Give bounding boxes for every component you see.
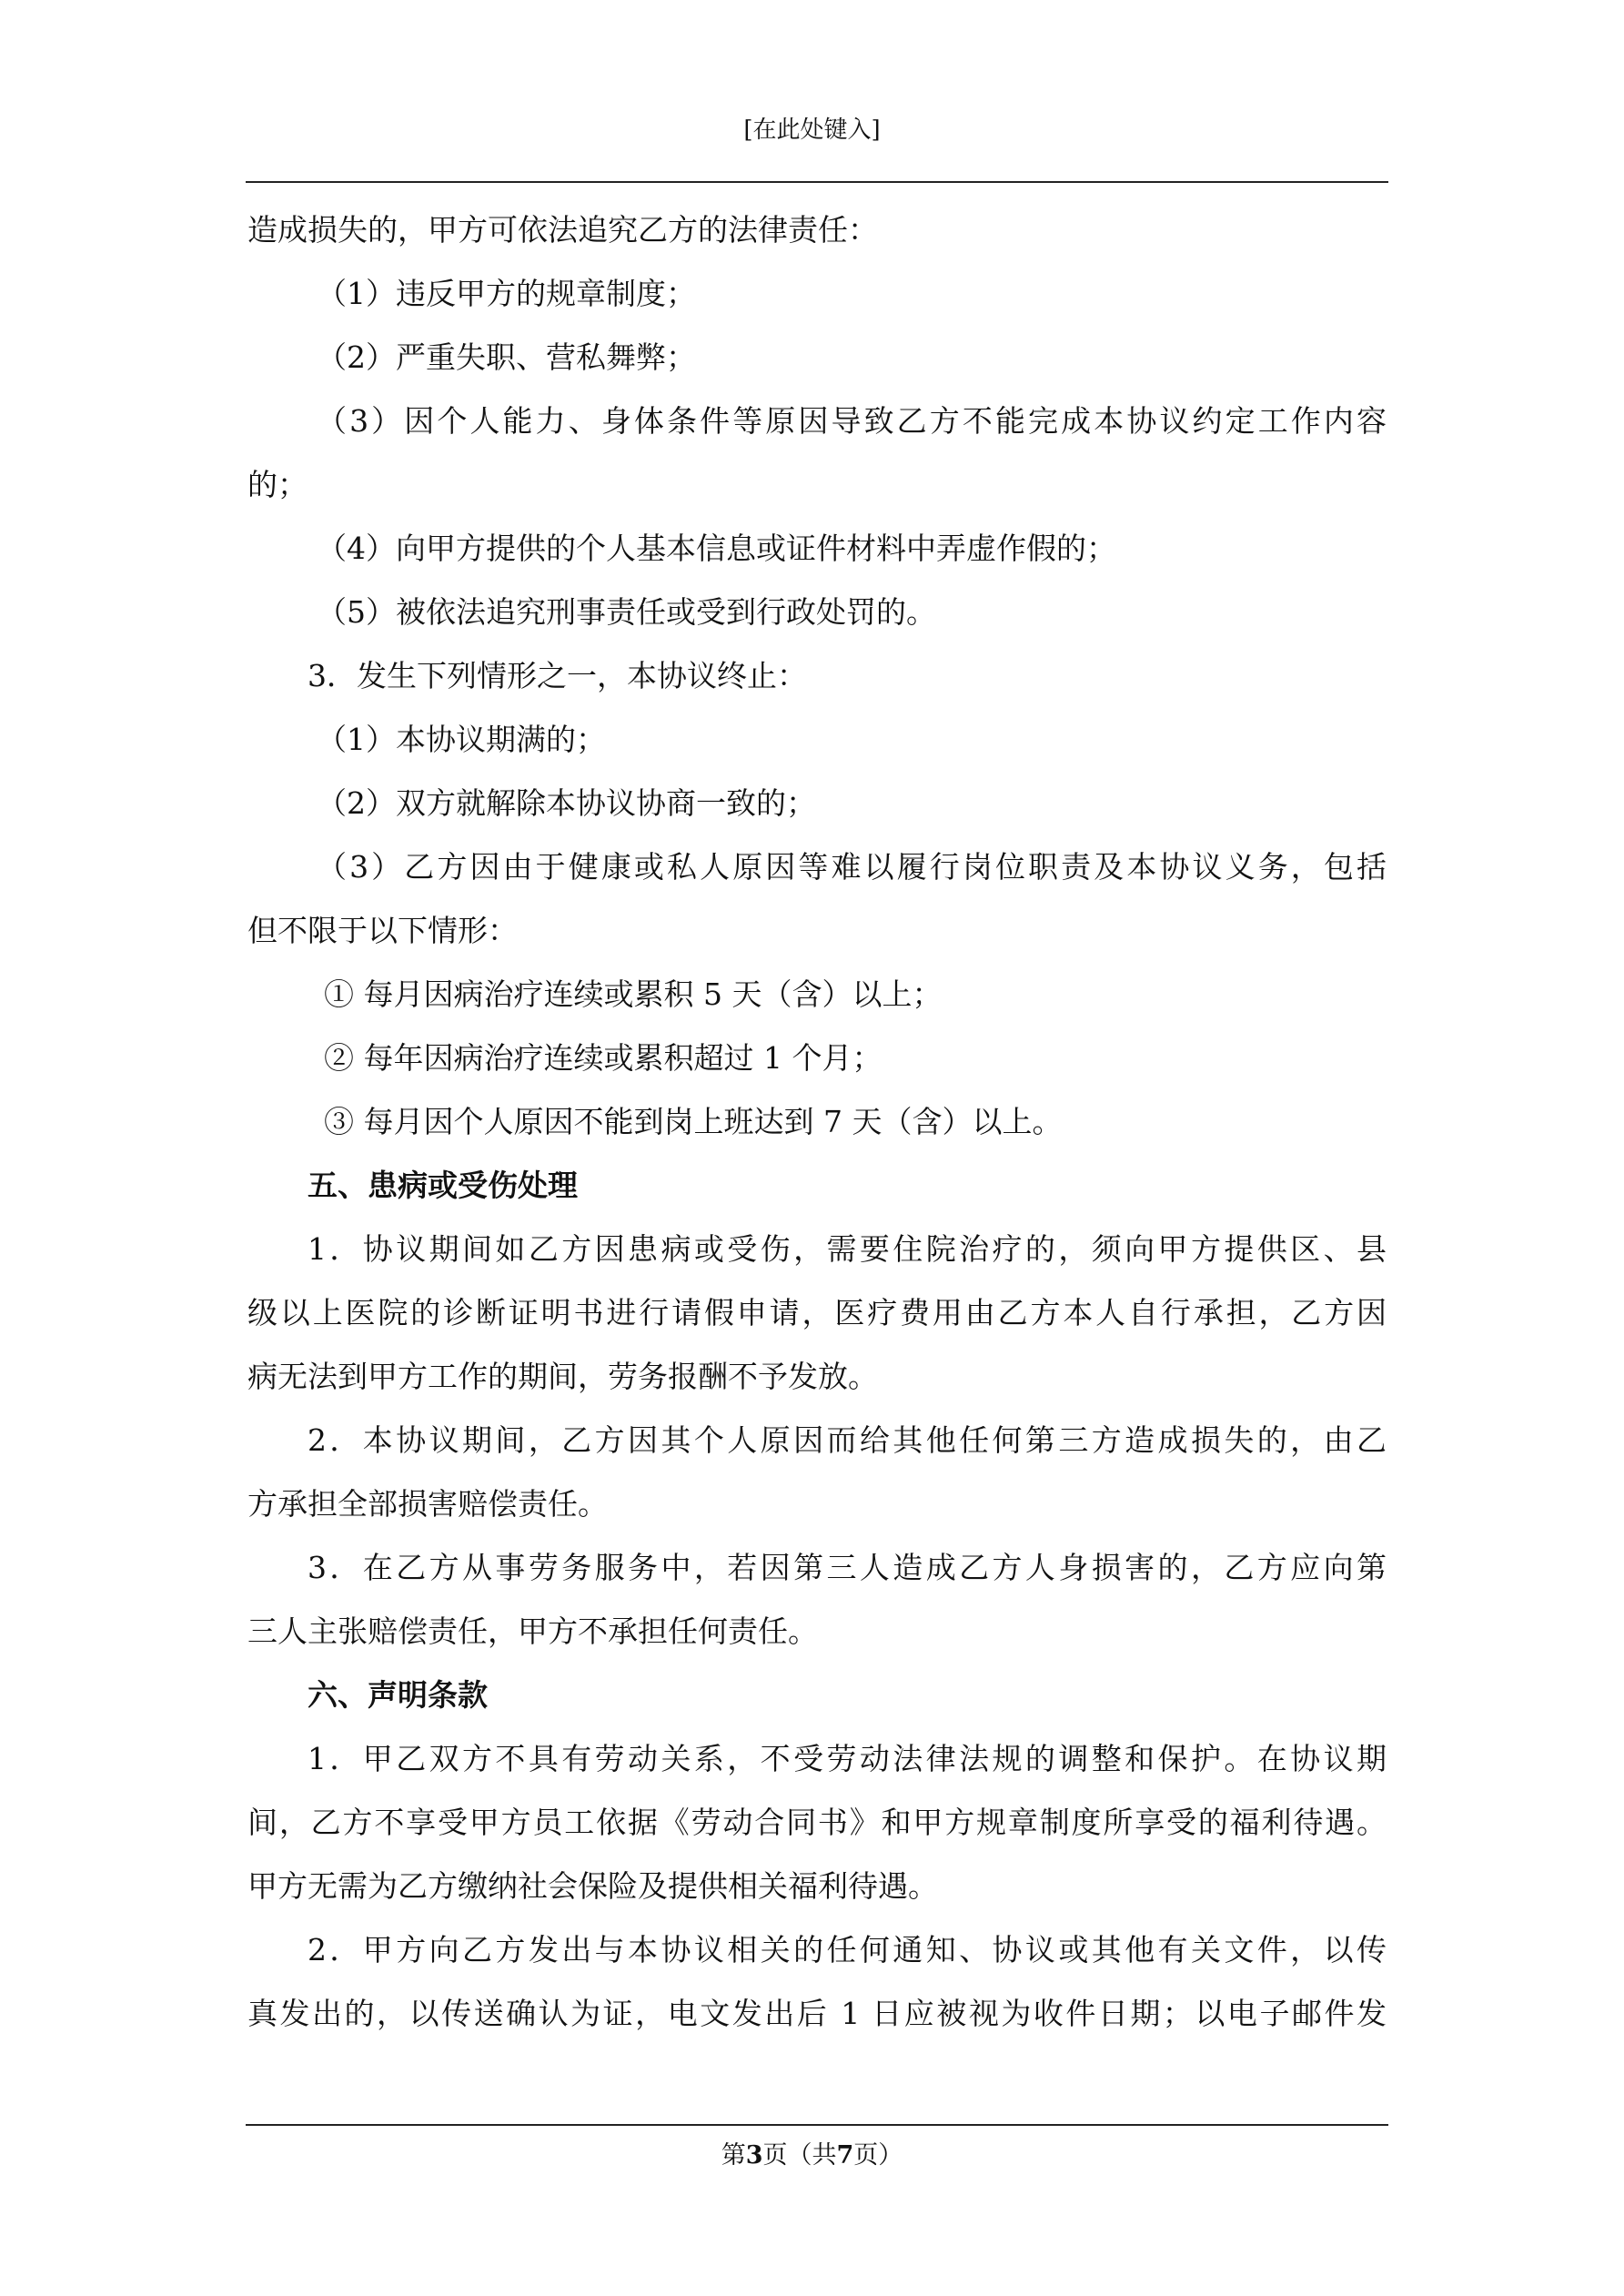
clause-line: 3．发生下列情形之一，本协议终止： [308, 658, 807, 693]
page-footer [0, 2139, 1624, 2172]
header-rule [246, 181, 1388, 183]
clause-line: 2．甲方向乙方发出与本协议相关的任何通知、协议或其他有关文件，以传 [308, 1932, 1387, 1967]
body-line: 三人主张赔偿责任，甲方不承担任何责任。 [247, 1613, 818, 1649]
footer-middle: 页（共 [762, 2141, 837, 2170]
list-item: （3）因个人能力、身体条件等原因导致乙方不能完成本协议约定工作内容 [317, 403, 1387, 439]
footer-rule [246, 2124, 1388, 2126]
list-item: （1）本协议期满的； [317, 722, 606, 757]
body-line: 病无法到甲方工作的期间，劳务报酬不予发放。 [247, 1359, 878, 1394]
body-line: 方承担全部损害赔偿责任。 [247, 1486, 608, 1522]
body-line: 但不限于以下情形： [247, 913, 518, 948]
clause-line: 1．甲乙双方不具有劳动关系，不受劳动法律法规的调整和保护。在协议期 [308, 1741, 1387, 1776]
body-line: 级以上医院的诊断证明书进行请假申请，医疗费用由乙方本人自行承担，乙方因 [247, 1295, 1387, 1330]
section-heading: 六、声明条款 [308, 1677, 488, 1713]
body-line: 间，乙方不享受甲方员工依据《劳动合同书》和甲方规章制度所享受的福利待遇。 [247, 1805, 1387, 1840]
list-item: （5）被依法追究刑事责任或受到行政处罚的。 [317, 594, 936, 630]
section-heading: 五、患病或受伤处理 [308, 1168, 578, 1203]
clause-line: 2．本协议期间，乙方因其个人原因而给其他任何第三方造成损失的，由乙 [308, 1422, 1387, 1458]
circled-item: ② 每年因病治疗连续或累积超过 1 个月； [324, 1040, 883, 1076]
footer-suffix: 页） [853, 2141, 903, 2170]
body-line: 真发出的，以传送确认为证，电文发出后 1 日应被视为收件日期；以电子邮件发 [247, 1996, 1387, 2031]
list-item: （2）严重失职、营私舞弊； [317, 339, 696, 375]
body-line: 甲方无需为乙方缴纳社会保险及提供相关福利待遇。 [247, 1868, 938, 1904]
body-line: 的； [247, 467, 308, 502]
circled-item: ③ 每月因个人原因不能到岗上班达到 7 天（含）以上。 [324, 1104, 1063, 1139]
clause-line: 1．协议期间如乙方因患病或受伤，需要住院治疗的，须向甲方提供区、县 [308, 1231, 1387, 1267]
page-header: [在此处键入] [743, 116, 881, 144]
list-item: （2）双方就解除本协议协商一致的； [317, 785, 816, 821]
total-pages: 7 [836, 2141, 854, 2170]
list-item: （1）违反甲方的规章制度； [317, 276, 696, 311]
circled-item: ① 每月因病治疗连续或累积 5 天（含）以上； [324, 976, 943, 1012]
body-line: 造成损失的，甲方可依法追究乙方的法律责任： [247, 212, 878, 248]
clause-line: 3．在乙方从事劳务服务中，若因第三人造成乙方人身损害的，乙方应向第 [308, 1550, 1387, 1585]
list-item: （4）向甲方提供的个人基本信息或证件材料中弄虚作假的； [317, 531, 1116, 566]
page-number: 3 [745, 2141, 763, 2170]
footer-prefix: 第 [721, 2141, 746, 2170]
list-item: （3）乙方因由于健康或私人原因等难以履行岗位职责及本协议义务，包括 [317, 849, 1387, 885]
